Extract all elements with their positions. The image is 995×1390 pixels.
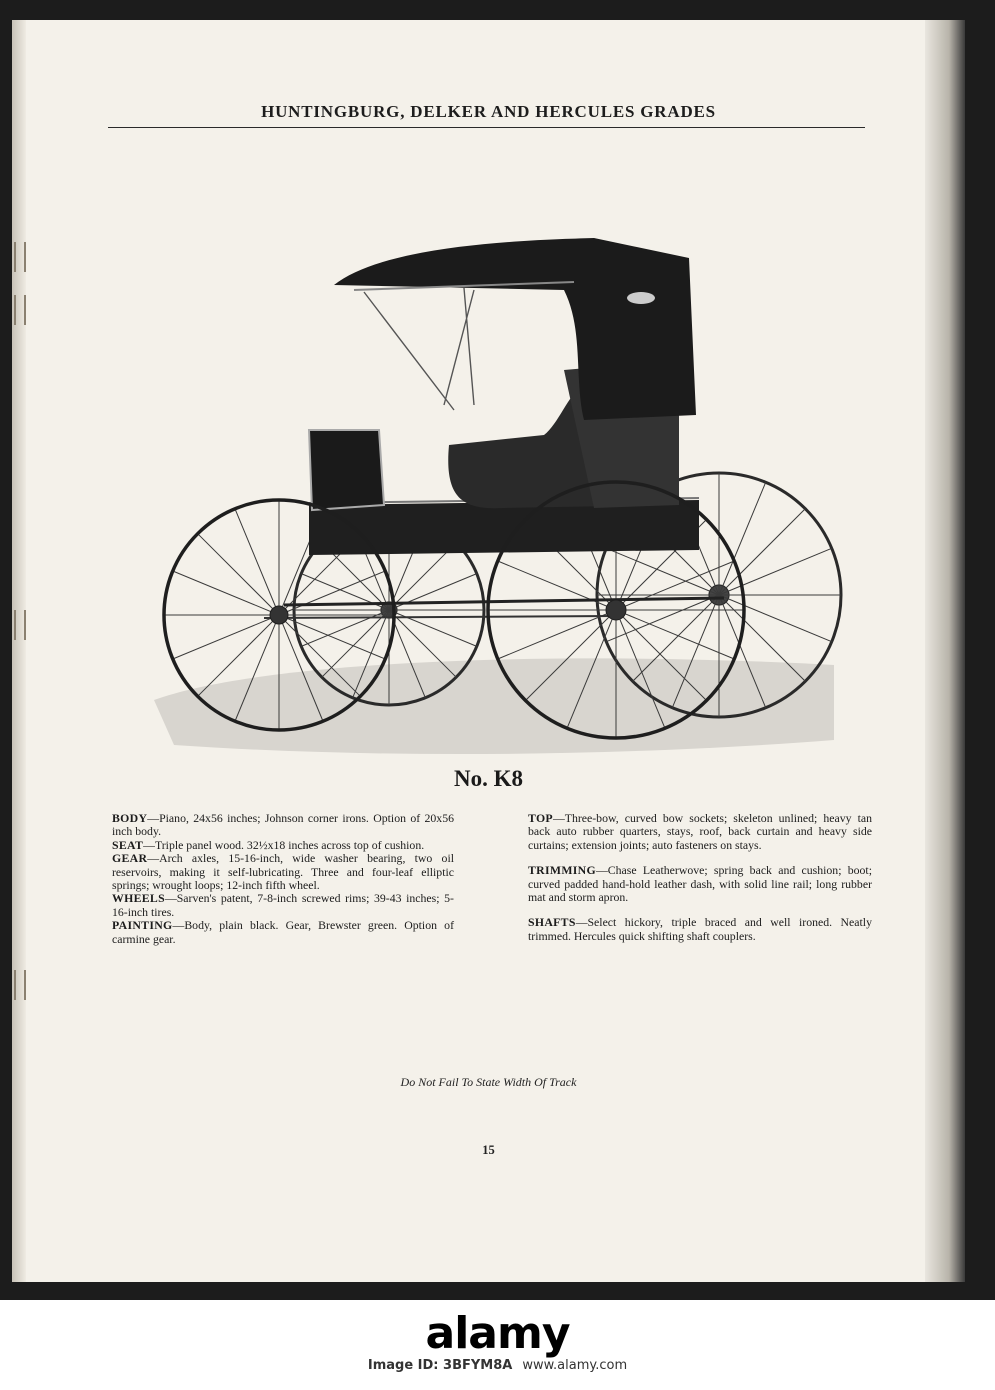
- reach-bar: [284, 598, 724, 605]
- model-title: No. K8: [454, 766, 523, 791]
- image-id: Image ID: 3BFYM8A: [367, 1358, 513, 1373]
- spec-seat: SEAT—Triple panel wood. 32½x18 inches across top of cushion.: [112, 837, 425, 852]
- binding-stitch: [14, 970, 26, 1000]
- top-emblem: [627, 292, 655, 304]
- catalog-page: [12, 20, 965, 1282]
- spec-shafts: SHAFTS—Select hickory, triple braced and well ironed. Neatly trimmed. Hercules quick shifting shaft couplers.: [528, 915, 872, 943]
- binding-stitch: [14, 610, 26, 640]
- spec-trimming: TRIMMING—Chase Leatherwove; spring back and cushion; boot; curved padded hand-hold leather dash, with solid line rail; long rubber mat and storm apron.: [528, 863, 872, 905]
- top-braces: [364, 288, 474, 410]
- spec-gear: GEAR—Arch axles, 15-16-inch, wide washer bearing, two oil reservoirs, making it self-lubricating. Three and four-leaf elliptic springs; wrought loops; 12-inch fifth wheel.: [112, 851, 454, 893]
- wheel-spoke: [198, 534, 279, 615]
- spec-wheels: WHEELS—Sarven's patent, 7-8-inch screwed rims; 39-43 inches; 5-16-inch tires.: [112, 891, 454, 919]
- buggy-illustration: [144, 220, 844, 765]
- page-header: HUNTINGBURG, DELKER AND HERCULES GRADES: [261, 102, 716, 121]
- dash: [309, 430, 384, 510]
- page-number: 15: [482, 1143, 495, 1157]
- binding-stitch: [14, 242, 26, 272]
- watermark-caption: [0, 1358, 995, 1373]
- spec-top: TOP—Three-bow, curved bow sockets; skeleton unlined; heavy tan back auto rubber quarters, stays, roof, back curtain and heavy side curtains; extension joints; auto fasteners on stays.: [528, 811, 872, 852]
- buggy-top: [334, 238, 696, 420]
- spec-body: BODY—Piano, 24x56 inches; Johnson corner irons. Option of 20x56 inch body.: [112, 811, 454, 839]
- book-binding-edge: [925, 20, 965, 1282]
- specs-right-column: [528, 812, 872, 943]
- header-rule: [108, 127, 865, 128]
- page-spine-shadow: [12, 20, 26, 1282]
- binding-stitch: [14, 295, 26, 325]
- ground-shadow: [154, 658, 834, 754]
- watermark-logo: alamy: [425, 1308, 570, 1359]
- axle-bar: [264, 616, 614, 618]
- spec-painting: PAINTING—Body, plain black. Gear, Brewster green. Option of carmine gear.: [112, 918, 454, 946]
- specs-left-column: [112, 812, 454, 946]
- footer-note: Do Not Fail To State Width Of Track: [400, 1075, 577, 1089]
- site-url: www.alamy.com: [522, 1358, 628, 1373]
